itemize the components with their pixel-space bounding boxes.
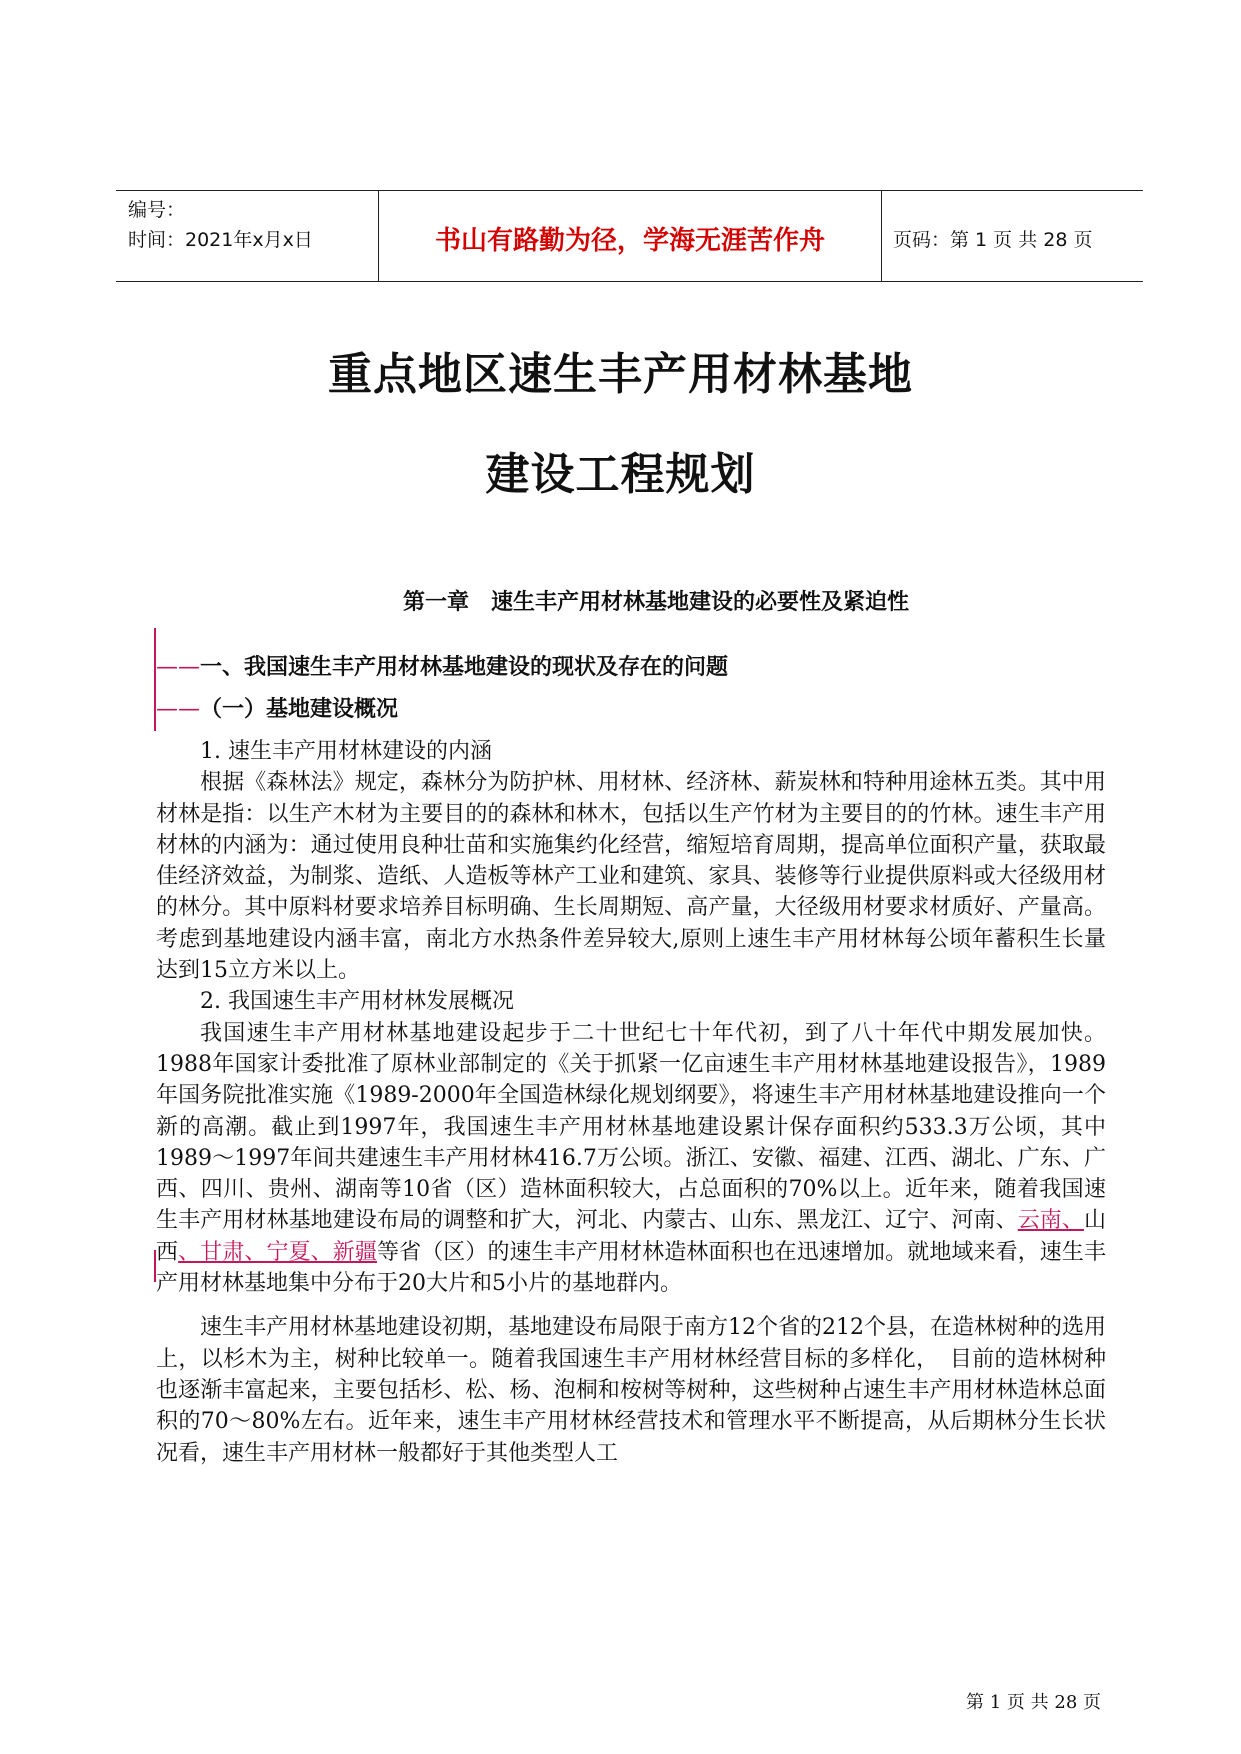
header-middle-cell	[378, 191, 882, 281]
paragraph-2-text-a: 我国速生丰产用材林基地建设起步于二十世纪七十年代初，到了八十年代中期发展加快。1988年国家计委批准了原林业部制定的《关于抓紧一亿亩速生丰产用材林基地建设报告》，1989年国务院批准实施《1989-2000年全国造林绿化规划纲要》，将速生丰产用材林基地建设推向一个新的高潮。截止到1997年，我国速生丰产用材林基地建设累计保存面积约533.3万公顷，其中1989～1997年间共建速生丰产用材林416.7万公顷。浙江、安徽、福建、江西、湖北、广东、广西、四川、贵州、湖南等10省（区）造林面积较大，占总面积的70%以上。近年来，随着我国速生丰产用材林基地建设布局的调整和扩大，河北、内蒙古、山东、黑龙江、辽宁、河南、	[156, 1020, 1106, 1234]
page-header-table	[116, 190, 1143, 282]
section-heading-2	[156, 692, 398, 723]
item-title-1: 1. 速生丰产用材林建设的内涵	[200, 739, 492, 764]
revision-dash: ——	[156, 697, 200, 722]
document-body	[156, 736, 1106, 1469]
item-title-2: 2. 我国速生丰产用材林发展概况	[200, 989, 514, 1015]
page-footer: 第 1 页 共 28 页	[966, 1692, 1101, 1713]
header-page-info: 页码：第 1 页 共 28 页	[893, 229, 1093, 251]
document-title-line2: 建设工程规划	[485, 449, 756, 500]
header-right-cell	[881, 191, 1143, 281]
header-left-cell	[116, 191, 378, 281]
serial-label: 编号：	[128, 199, 186, 221]
paragraph-3: 速生丰产用材林基地建设初期，基地建设布局限于南方12个省的212个县，在造林树种的选用上，以杉木为主，树种比较单一。随着我国速生丰产用材林经营目标的多样化， 目前的造林树种也逐渐丰富起来，主要包括杉、松、杨、泡桐和桉树等树种，这些树种占速生丰产用材林造林总面积的70～80%左右。近年来，速生丰产用材林经营技术和管理水平不断提高，从后期林分生长状况看，速生丰产用材林一般都好于其他类型人工	[156, 1315, 1106, 1466]
tracked-insertion: 、甘肃、宁夏、新疆	[178, 1239, 377, 1265]
section-heading-1-text: 一、我国速生丰产用材林基地建设的现状及存在的问题	[200, 655, 729, 680]
section-heading-1	[156, 650, 728, 681]
tracked-insertion: 云南、	[1017, 1208, 1084, 1234]
paragraph-2	[156, 1018, 1106, 1300]
document-title-line1: 重点地区速生丰产用材林基地	[328, 349, 913, 400]
header-motto: 书山有路勤为径，学海无涯苦作舟	[434, 226, 825, 256]
revision-dash: ——	[156, 655, 200, 680]
paragraph-1: 根据《森林法》规定，森林分为防护林、用材林、经济林、薪炭林和特种用途林五类。其中用材林是指：以生产木材为主要目的的森林和林木，包括以生产竹材为主要目的的竹林。速生丰产用材林的内涵为：通过使用良种壮苗和实施集约化经营，缩短培育周期，提高单位面积产量，获取最佳经济效益，为制浆、造纸、人造板等林产工业和建筑、家具、装修等行业提供原料或大径级用材的林分。其中原料材要求培养目标明确、生长周期短、高产量，大径级用材要求材质好、产量高。考虑到基地建设内涵丰富，南北方水热条件差异较大,原则上速生丰产用材林每公顷年蓄积生长量达到15立方米以上。	[156, 770, 1106, 984]
chapter-heading: 第一章 速生丰产用材林基地建设的必要性及紧迫性	[402, 590, 909, 615]
time-label: 时间：2021年x月x日	[128, 229, 313, 251]
paragraph-2-text-b: 山西	[156, 1208, 1106, 1265]
section-heading-2-text: （一）基地建设概况	[200, 697, 399, 722]
paragraph-2-text-c: 等省（区）的速生丰产用材林造林面积也在迅速增加。就地域来看，速生丰产用材林基地集中分布于20大片和5小片的基地群内。	[156, 1239, 1106, 1297]
